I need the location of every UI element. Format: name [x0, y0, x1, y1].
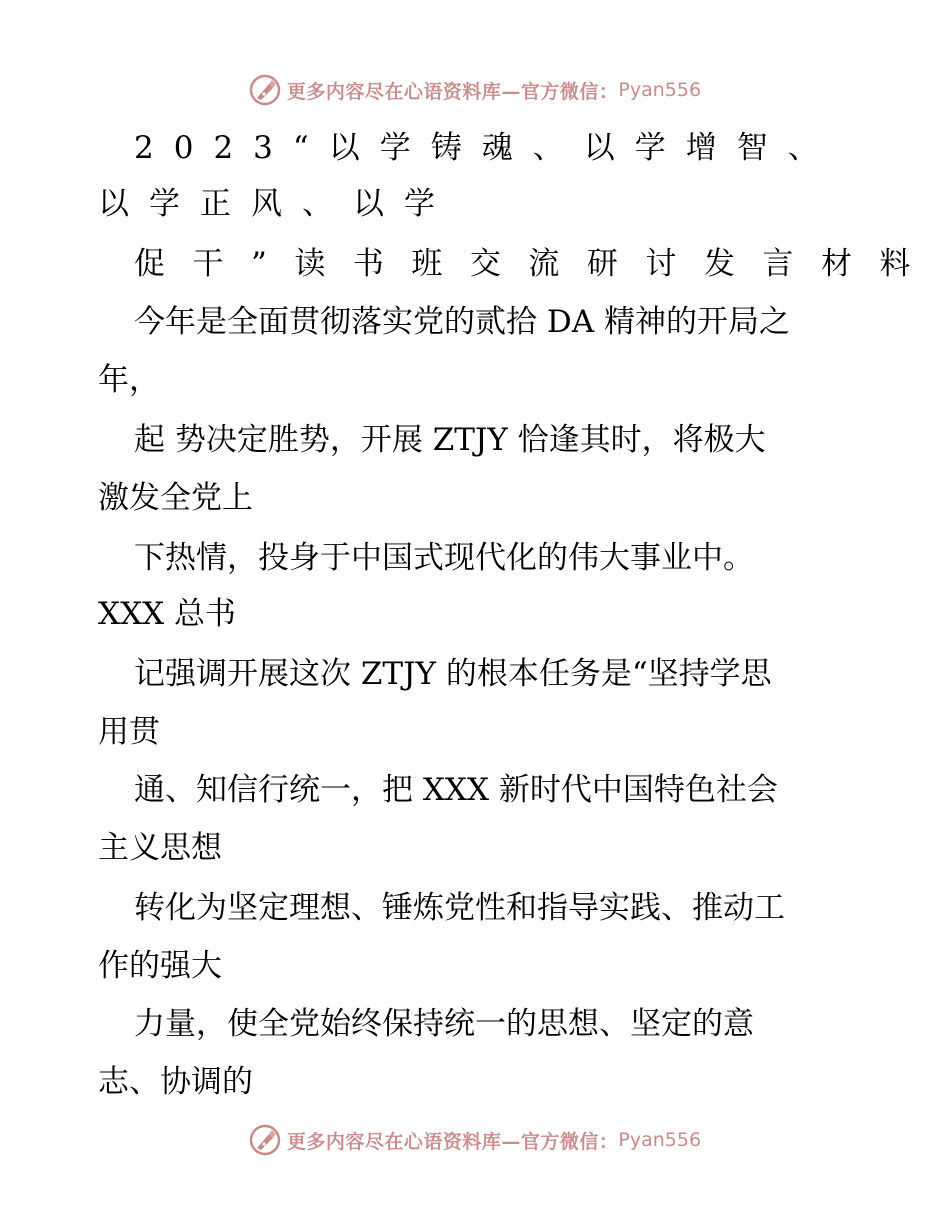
watermark-text: 更多内容尽在心语资料库—官方微信：: [286, 1130, 619, 1153]
pen-nib-logo-icon: [249, 74, 281, 106]
body-line-7: 记强调开展这次 ZTJY 的根本任务是“坚持学思: [134, 656, 772, 692]
body-line-10: 主义思想: [98, 830, 222, 866]
body-line-14: 志、协调的: [98, 1064, 253, 1100]
body-line-13: 力量，使全党始终保持统一的思想、坚定的意: [134, 1006, 754, 1042]
watermark-wechat-id: Pyan556: [618, 79, 702, 101]
watermark-wechat-id: Pyan556: [618, 1129, 702, 1151]
body-line-8: 用贯: [98, 714, 160, 750]
body-line-9: 通、知信行统一，把 XXX 新时代中国特色社会: [134, 772, 778, 808]
pen-nib-logo-icon: [249, 1124, 281, 1156]
body-line-2: 年，: [98, 362, 160, 398]
document-title-line-2: 以学正风、以学: [98, 186, 455, 222]
header-watermark-banner: [0, 70, 950, 110]
body-line-1: 今年是全面贯彻落实党的贰拾 DA 精神的开局之: [134, 304, 790, 340]
body-line-4: 激发全党上: [98, 480, 253, 516]
document-title-line-3: 促干”读书班交流研讨发言材料: [134, 246, 938, 282]
body-line-5: 下热情，投身于中国式现代化的伟大事业中。: [134, 540, 754, 576]
body-line-12: 作的强大: [98, 948, 222, 984]
watermark-text: 更多内容尽在心语资料库—官方微信：: [286, 80, 619, 103]
footer-watermark-banner: [0, 1120, 950, 1160]
body-line-3: 起 势决定胜势，开展 ZTJY 恰逢其时，将极大: [134, 422, 766, 458]
body-line-11: 转化为坚定理想、锤炼党性和指导实践、推动工: [134, 890, 785, 926]
document-title-line-1: 2023“以学铸魂、以学增智、: [134, 130, 839, 166]
body-line-6: XXX 总书: [98, 596, 237, 632]
